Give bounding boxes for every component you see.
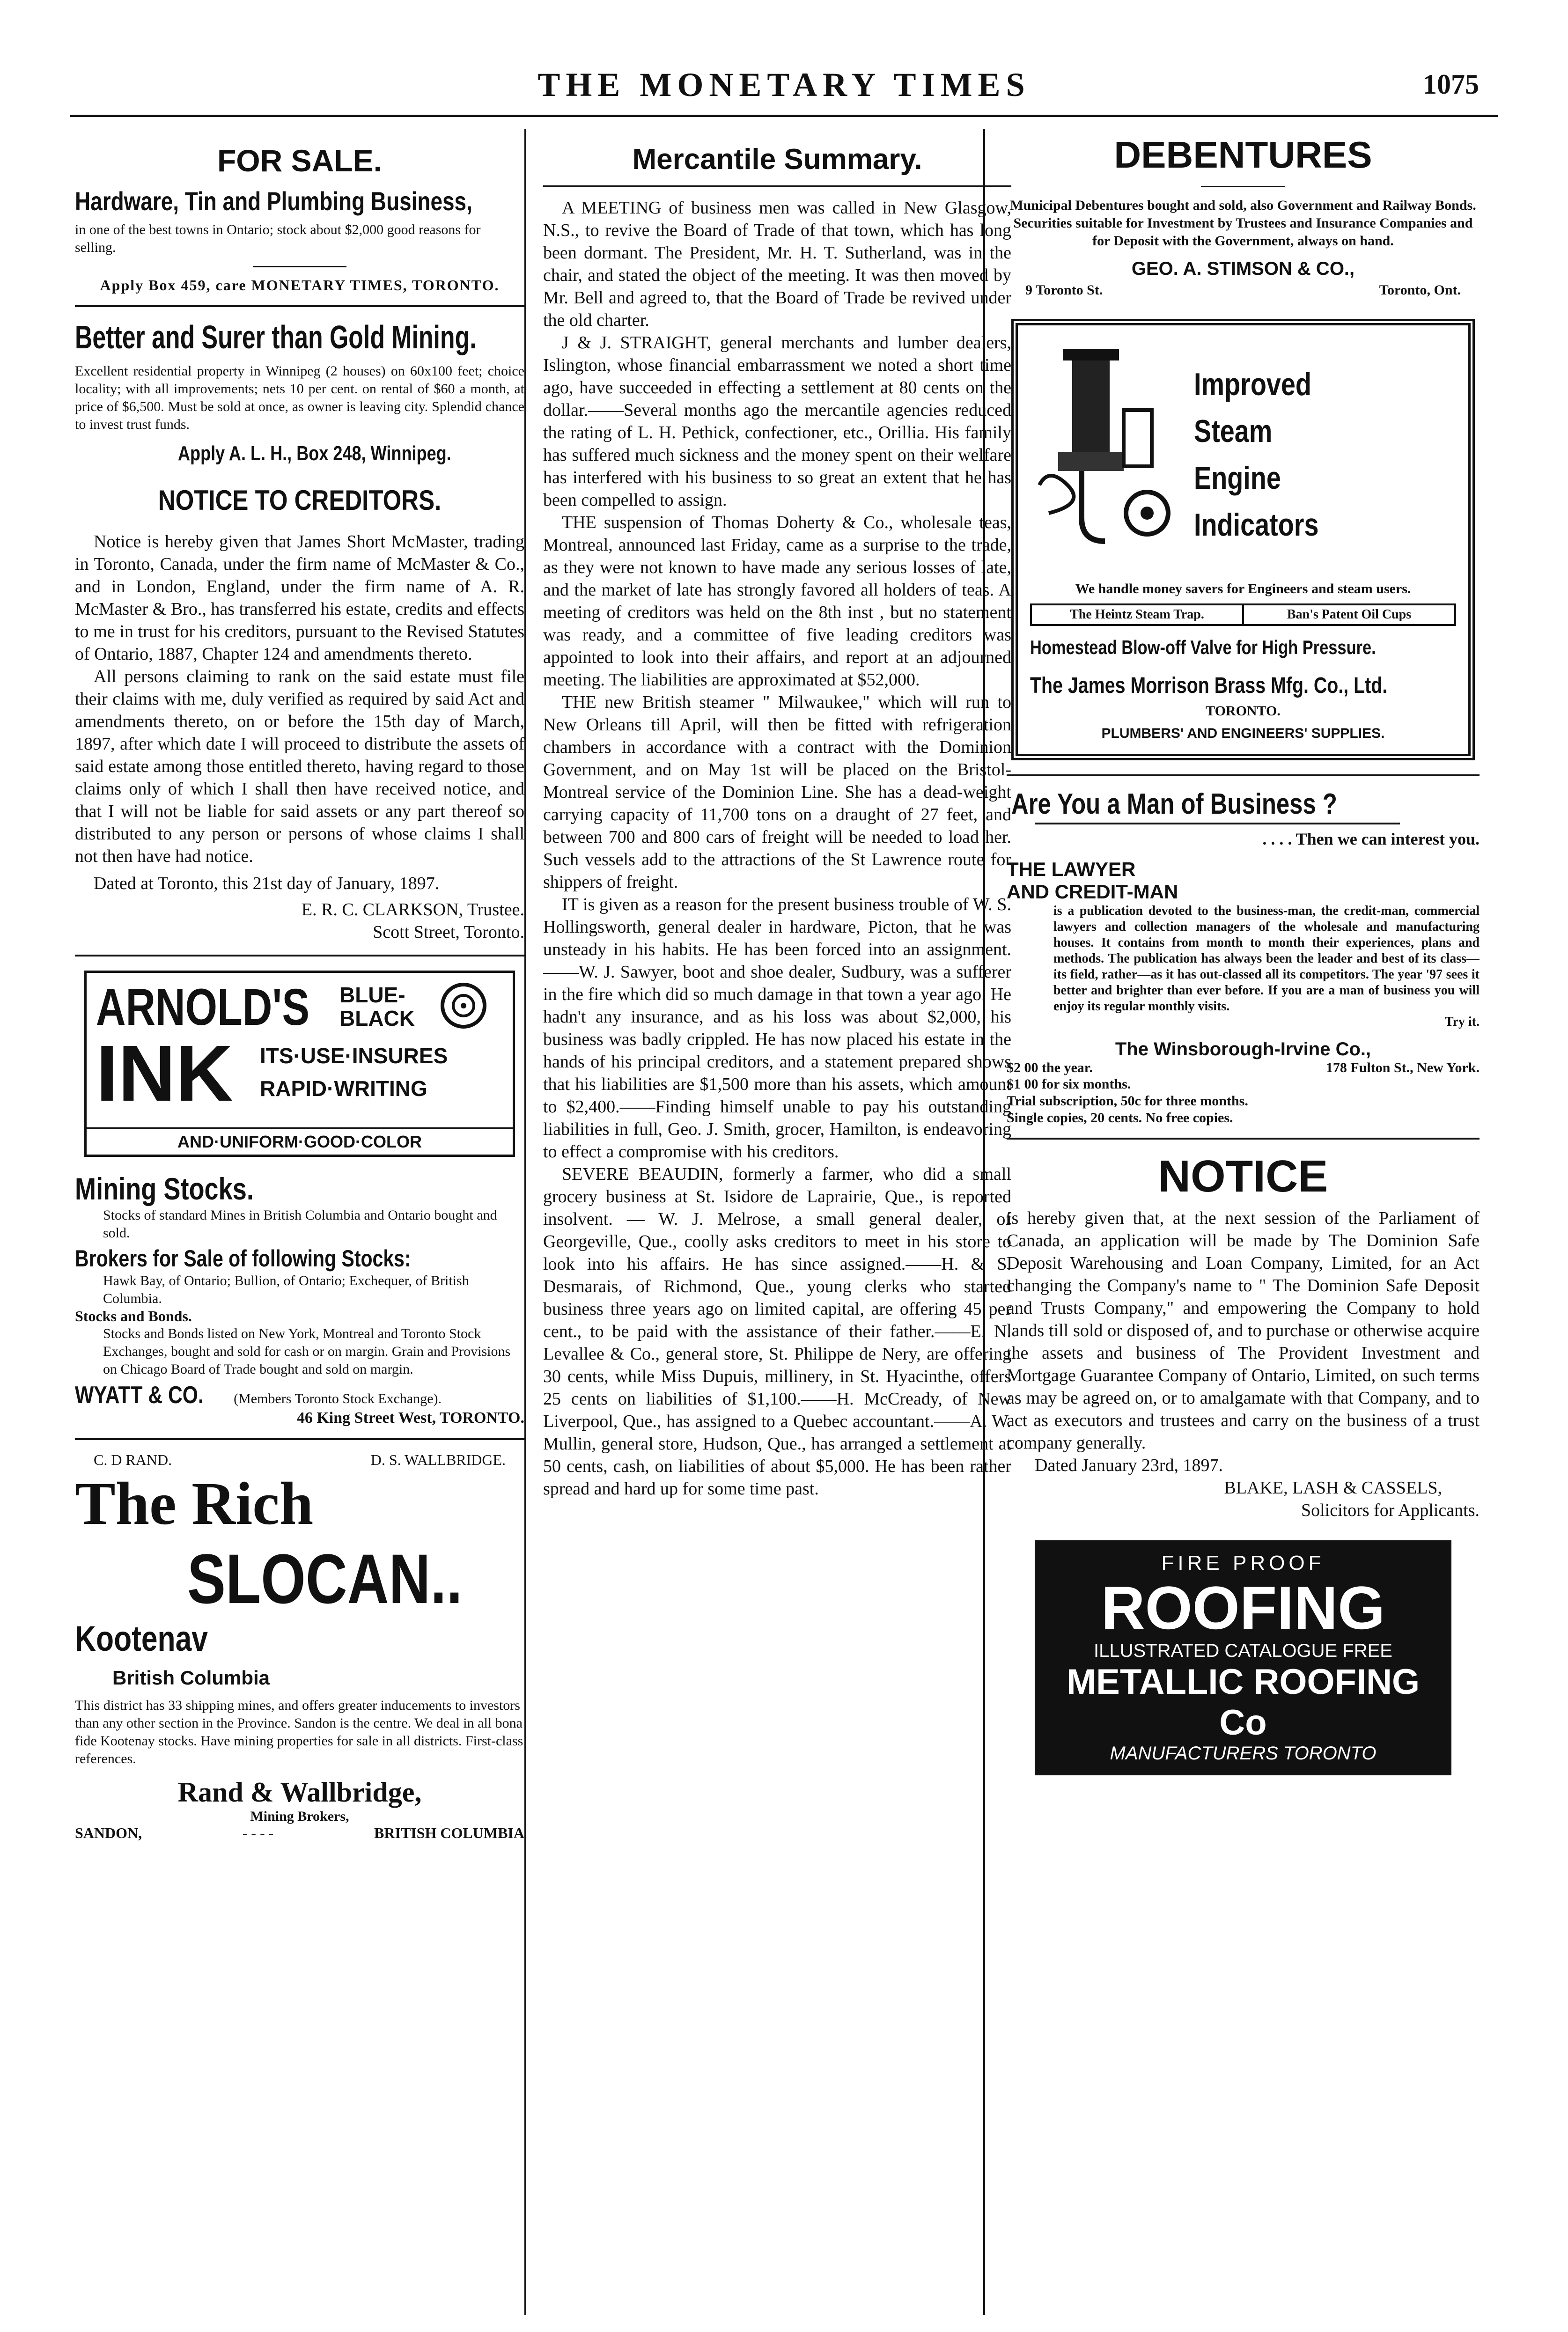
mercantile-p3: THE suspension of Thomas Doherty & Co., wholesale teas, Montreal, announced last Friday, came as a surprise to the trade, as they were not known to have made any serious losses of late, and the market of late has strongly favored all holders of teas. A meeting of creditors was held on the 8th inst , but no statement was ready, and a committee of five leading creditors was appointed to look into their affairs, and report at an adjourned meeting. The liabilities are approximated at $52,000. — [543, 513, 1011, 690]
masthead — [0, 66, 1568, 117]
notice-text: is hereby given that, at the next session of the Parliament of Canada, an application will be made by The Dominion Safe Deposit Warehousing and Loan Company, Limited, for an Act changing the Company's name to " The Dominion Safe Deposit and Trusts Company," and empowering the Company to hold lands till sold or disposed of, and to purchase or otherwise acquire the assets and business of The Provident Investment and Mortgage Guarantee Company of Ontario, Limited, on such terms as may be agreed on, or to amalgamate with that Company, and to act as executors and trustees and carry on the business of a trust company generally. — [1007, 1208, 1480, 1453]
divider — [1007, 774, 1480, 776]
divider — [1201, 186, 1285, 187]
for-sale-heading: FOR SALE. — [217, 143, 382, 178]
mining-members: (Members Toronto Stock Exchange). — [234, 1391, 442, 1406]
debentures-firm: GEO. A. STIMSON & CO., — [1131, 258, 1355, 279]
slocan-rich: The Rich — [75, 1470, 314, 1538]
gold-apply: Apply A. L. H., Box 248, Winnipeg. — [178, 442, 451, 465]
mercantile-heading: Mercantile Summary. — [632, 143, 922, 176]
notice-ad — [1007, 1151, 1480, 1522]
mining-text3: Stocks and Bonds listed on New York, Montreal and Toronto Stock Exchanges, bought and sold for cash or on margin. Grain and Provisions on Chicago Board of Trade bought and sold on margin. — [103, 1326, 511, 1377]
for-sale-subhead: Hardware, Tin and Plumbing Business, — [75, 186, 472, 216]
notice-to-creditors — [75, 484, 524, 943]
slocan-name2: D. S. WALLBRIDGE. — [370, 1451, 506, 1468]
notice-signature: BLAKE, LASH & CASSELS, — [1224, 1478, 1442, 1498]
creditors-heading: NOTICE TO CREDITORS. — [158, 485, 442, 516]
steam-title-3: Engine — [1194, 460, 1281, 496]
roofing-line2: ROOFING — [1101, 1574, 1385, 1642]
slocan-firm: Rand & Wallbridge, — [177, 1777, 422, 1808]
lawyer-try: Try it. — [1444, 1015, 1480, 1029]
steam-indicator-ad — [1011, 319, 1475, 760]
steam-city: TORONTO. — [1206, 703, 1281, 719]
slocan-bc: British Columbia — [112, 1667, 270, 1689]
notice-dated: Dated January 23rd, 1897. — [1035, 1456, 1223, 1475]
page-number: 1075 — [1423, 69, 1479, 100]
notice-heading: NOTICE — [1158, 1151, 1328, 1201]
mining-brokers: Brokers for Sale of following Stocks: — [75, 1245, 411, 1272]
creditors-dated: Dated at Toronto, this 21st day of January, 1897. — [94, 874, 440, 893]
masthead-title: THE MONETARY TIMES — [537, 66, 1031, 103]
roofing-line3: ILLUSTRATED CATALOGUE FREE — [1094, 1640, 1392, 1661]
slocan-dashes: - - - - — [242, 1824, 274, 1841]
steam-cell-1: The Heintz Steam Trap. — [1032, 605, 1244, 624]
divider — [253, 266, 346, 267]
lawyer-title-1: THE LAWYER — [1007, 858, 1136, 880]
lawyer-sub: . . . . Then we can interest you. — [1262, 830, 1480, 848]
debentures-heading: DEBENTURES — [1114, 134, 1372, 176]
arnold-blue: BLUE- — [339, 983, 405, 1007]
arnold-brand: ARNOLD'S — [96, 978, 310, 1036]
for-sale-ad — [75, 143, 524, 294]
header-rule — [70, 115, 1498, 117]
lawyer-price-six: $1 00 for six months. — [1007, 1076, 1131, 1092]
ink-bottle-icon — [438, 978, 489, 1034]
for-sale-apply: Apply Box 459, care MONETARY TIMES, TORONTO. — [100, 277, 500, 294]
mining-stocks-bonds: Stocks and Bonds. — [75, 1308, 192, 1324]
debentures-city: Toronto, Ont. — [1379, 282, 1461, 298]
arnold-ink: INK — [96, 1029, 233, 1118]
creditors-signature: E. R. C. CLARKSON, Trustee. — [301, 900, 524, 920]
creditors-p1: Notice is hereby given that James Short McMaster, trading in Toronto, Canada, under the firm name of McMaster & Co., and in London, England, under the firm name of A. R. McMaster & Bro., has transferred his estate, credits and effects to me in trust for his creditors, pursuant to the Revised Statutes of Ontario, 1887, Chapter 124 and amendments thereto. — [75, 532, 524, 664]
roofing-ad — [1035, 1540, 1451, 1775]
gold-mining-ad — [75, 318, 524, 465]
debentures-address: 9 Toronto St. — [1025, 282, 1103, 298]
column-1 — [75, 133, 524, 2310]
steam-firm: The James Morrison Brass Mfg. Co., Ltd. — [1030, 673, 1388, 698]
slocan-ad — [75, 1451, 524, 1842]
mining-address: 46 King Street West, TORONTO. — [296, 1409, 524, 1427]
creditors-address: Scott Street, Toronto. — [373, 922, 524, 942]
creditors-p2: All persons claiming to rank on the said estate must file their claims with me, duly verified as required by said Act and amendments thereto, on or before the 15th day of March, 1897, after which date I will proceed to distribute the assets of said estate among those entitled thereto, having regard to those claims only of which I shall then have received notice, and that I will not be liable for said assets or any part thereof so distributed to any person or persons of whose claims I shall not then have had notice. — [75, 667, 524, 866]
slocan-text: This district has 33 shipping mines, and offers greater inducements to investors than any other section in the Province. Sandon is the centre. We deal in all bona fide Kootenay stocks. Have mining properties for sale in all districts. First-class references. — [75, 1698, 523, 1766]
column-2 — [543, 133, 1011, 2310]
roofing-line5: MANUFACTURERS TORONTO — [1110, 1743, 1377, 1764]
gold-text: Excellent residential property in Winnipeg (2 houses) on 60x100 feet; choice locality; with all improvements; nets 10 per cent. on rental of $60 a month, at price of $6,500. Must be sold at once, as owner is leaving city. Splendid chance to invest trust funds. — [75, 363, 524, 432]
lawyer-title-2: AND CREDIT-MAN — [1007, 881, 1178, 903]
lawyer-address: 178 Fulton St., New York. — [1325, 1060, 1480, 1075]
steam-valve: Homestead Blow-off Valve for High Pressure. — [1030, 636, 1376, 658]
slocan-name1: C. D RAND. — [94, 1451, 172, 1468]
debentures-text: Municipal Debentures bought and sold, also Government and Railway Bonds. Securities suitable for Investment by Trustees and Insurance Companies and for Deposit with the Government, always on hand. — [1010, 198, 1476, 249]
steam-title-2: Steam — [1194, 413, 1273, 449]
divider — [75, 1438, 524, 1440]
for-sale-text: in one of the best towns in Ontario; stock about $2,000 good reasons for selling. — [75, 222, 481, 255]
divider — [75, 955, 524, 956]
mining-heading: Mining Stocks. — [75, 1171, 254, 1206]
steam-indicator-icon — [1030, 345, 1180, 565]
mining-text2: Hawk Bay, of Ontario; Bullion, of Ontario; Exchequer, of British Columbia. — [103, 1273, 469, 1306]
roofing-line1: FIRE PROOF — [1161, 1552, 1325, 1574]
slocan-bcol: BRITISH COLUMBIA — [374, 1824, 524, 1841]
divider — [1007, 1138, 1480, 1140]
mercantile-p4: THE new British steamer " Milwaukee," which will run to New Orleans till April, will then be fitted with refrigeration chambers in accordance with a contract with the Dominion Government, and on May 1st will be placed on the Bristol-Montreal service of the Dominion Line. She has a dead-weight carrying capacity of 11,700 tons on a draught of 27 feet, and between 700 and 800 cars of freight will be needed to load her. Such vessels add to the attractions of the St Lawrence route for shippers of freight. — [543, 692, 1011, 892]
gold-heading: Better and Surer than Gold Mining. — [75, 319, 477, 355]
notice-solicitors: Solicitors for Applicants. — [1301, 1501, 1480, 1520]
steam-supplies: PLUMBERS' AND ENGINEERS' SUPPLIES. — [1101, 726, 1385, 741]
mercantile-p5: IT is given as a reason for the present business trouble of W. S. Hollingsworth, general dealer in hardware, Picton, that he was unsteady in his habits. He has been forced into an assignment.——W. J. Sawyer, boot and shoe dealer, Sudbury, was a sufferer in the fire which did so much damage in that town a year ago. He hadn't any insurance, and as his loss was about $2,000, his business was badly crippled. He has now placed his estate in the hands of his principal creditors, and a statement prepared shows that his liabilities are $1,500 more than his assets, which amount to $2,400.——Finding himself unable to pay his outstanding liabilities in full, Geo. J. Smith, grocer, Hamilton, is endeavoring to effect a compromise with his creditors. — [543, 895, 1011, 1162]
mercantile-p6: SEVERE BEAUDIN, formerly a farmer, who did a small grocery business at St. Isidore de Laprairie, Que., is reported insolvent. — W. J. Melrose, a small general dealer, of Georgeville, Que., coolly asks creditors to meet in his store to look into his affairs. He has since assigned.——H. & S. Desmarais, of Richmond, Que., young clerks who started business three years ago on limited capital, are offering 45 per cent., to be paid with the assistance of their father.——E. N. Levallee & Co., general store, St. Philippe de Nery, are offering 30 cents, while Miss Dupuis, millinery, in St. Hyacinthe, offers 25 cents on liabilities of $1,100.——H. McCready, of New Liverpool, Que., has assigned to a Quebec accountant.——A. W. Mullin, general store, Hudson, Que., has arranged a settlement at 50 cents, cash, on liabilities of about $5,000. He has been rather spread and hard up for some time past. — [543, 1164, 1011, 1499]
divider — [75, 305, 524, 307]
mercantile-p1: A MEETING of business men was called in New Glasgow, N.S., to revive the Board of Trade of that town, which has long been dormant. The President, Mr. H. T. Sutherland, was in the chair, and stated the object of the meeting. It was then moved by Mr. Bell and agreed to, that the Board of Trade be revived under the old charter. — [543, 198, 1011, 330]
arnold-line1: ITS·USE·INSURES — [260, 1044, 448, 1068]
steam-cell-2: Ban's Patent Oil Cups — [1287, 607, 1412, 622]
slocan-title: SLOCAN.. — [187, 1539, 463, 1618]
lawyer-heading: Are You a Man of Business ? — [1011, 788, 1337, 820]
lawyer-ad — [1007, 787, 1480, 1126]
mercantile-p2: J & J. STRAIGHT, general merchants and lumber dealers, Islington, whose financial embarrassment we noted a short time ago, have succeeded in effecting a settlement at 80 cents on the dollar.——Several months ago the mercantile agencies reduced the rating of L. H. Pethick, confectioner, etc., Orillia. His family has suffered much sickness and the money spent on their welfare has interfered with his business to so great an extent that he has been compelled to assign. — [543, 333, 1011, 510]
mining-wyatt: WYATT & CO. — [75, 1382, 204, 1409]
column-3 — [1007, 133, 1480, 2310]
slocan-sandon: SANDON, — [75, 1824, 142, 1841]
arnold-line3: AND·UNIFORM·GOOD·COLOR — [87, 1127, 513, 1155]
arnold-line2: RAPID·WRITING — [260, 1076, 427, 1101]
lawyer-trial: Trial subscription, 50c for three months. — [1007, 1093, 1248, 1109]
roofing-line4: METALLIC ROOFING Co — [1066, 1662, 1420, 1743]
arnold-black: BLACK — [339, 1006, 415, 1030]
slocan-brokers: Mining Brokers, — [250, 1809, 349, 1824]
arnold-ink-ad — [84, 971, 515, 1157]
mining-stocks-ad — [75, 1171, 524, 1427]
lawyer-single: Single copies, 20 cents. No free copies. — [1007, 1110, 1233, 1126]
steam-title-1: Improved — [1194, 367, 1311, 402]
debentures-ad — [1007, 133, 1480, 298]
column-divider-1 — [524, 129, 526, 2315]
lawyer-price-year: $2 00 the year. — [1007, 1060, 1093, 1075]
mining-text1: Stocks of standard Mines in British Columbia and Ontario bought and sold. — [103, 1207, 497, 1241]
divider — [543, 185, 1011, 187]
slocan-kootenay: Kootenav — [75, 1619, 208, 1659]
lawyer-text: is a publication devoted to the business-man, the credit-man, commercial lawyers and collection managers of the wholesale and manufacturing houses. It contains from month to month their experiences, plans and methods. The publication has always been the leader and best of its class—its field, rather—as it has out-classed all its competitors. The year '97 sees it better and brighter than ever before. If you are a man of business you will enjoy its regular monthly visits. — [1053, 904, 1480, 1014]
lawyer-firm: The Winsborough-Irvine Co., — [1115, 1039, 1371, 1059]
steam-title-4: Indicators — [1194, 507, 1319, 543]
steam-savers: We handle money savers for Engineers and steam users. — [1075, 581, 1411, 596]
